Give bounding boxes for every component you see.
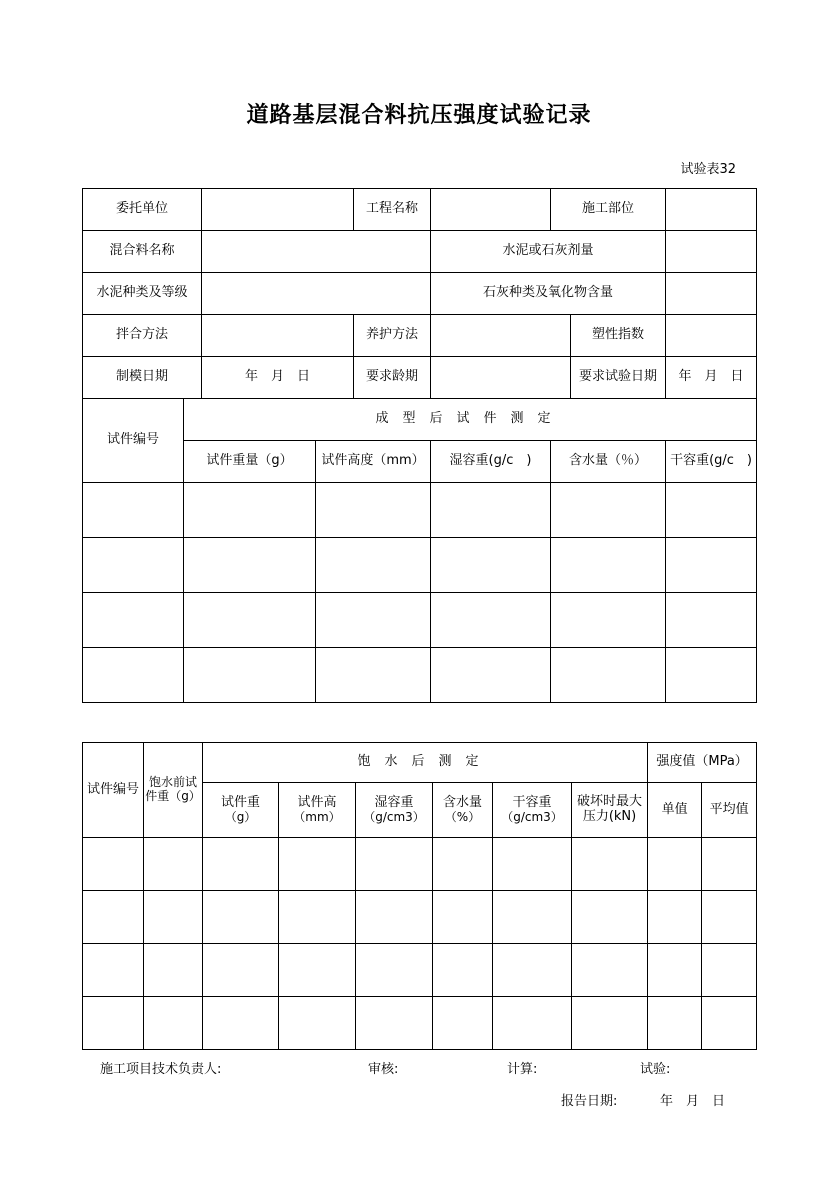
binder-dose-value[interactable] [666,231,757,273]
data-cell[interactable] [83,538,184,593]
data-cell[interactable] [666,648,757,703]
col-average-value: 平均值 [702,783,757,838]
data-cell[interactable] [666,593,757,648]
data-cell[interactable] [431,483,551,538]
report-date-value: 年 月 日 [660,1094,726,1109]
mix-name-value[interactable] [202,231,431,273]
lime-type-label: 石灰种类及氧化物含量 [431,273,666,315]
data-cell[interactable] [83,838,144,891]
site-value[interactable] [666,189,757,231]
col-specimen-height [279,783,356,838]
mix-method-label: 拌合方法 [83,315,202,357]
data-cell[interactable] [572,838,648,891]
lime-type-value[interactable] [666,273,757,315]
data-cell[interactable] [83,593,184,648]
data-cell[interactable] [203,944,279,997]
col-name: 含水量 [442,794,482,810]
data-cell[interactable] [702,944,757,997]
table-row [83,891,757,944]
data-cell[interactable] [356,838,433,891]
data-cell[interactable] [203,838,279,891]
client-value[interactable] [202,189,354,231]
test-date-label: 要求试验日期 [571,357,666,399]
data-cell[interactable] [433,838,493,891]
data-cell[interactable] [702,891,757,944]
review-label: 审核: [368,1062,399,1077]
mix-name-label: 混合料名称 [83,231,202,273]
data-cell[interactable] [648,997,702,1050]
mold-date-value[interactable]: 年 月 日 [202,357,354,399]
plasticity-value[interactable] [666,315,757,357]
data-cell[interactable] [433,944,493,997]
data-cell[interactable] [648,838,702,891]
data-cell[interactable] [356,944,433,997]
col-dry-density: 干容重(g/c ) [666,441,757,483]
specimen-forming-table [82,188,757,703]
data-cell[interactable] [493,838,572,891]
data-cell[interactable] [666,538,757,593]
data-cell[interactable] [572,997,648,1050]
saturated-test-table [82,742,757,1050]
col-moisture [433,783,493,838]
test-date-value[interactable]: 年 月 日 [666,357,757,399]
data-cell[interactable] [83,483,184,538]
cement-type-label: 水泥种类及等级 [83,273,202,315]
data-cell[interactable] [433,997,493,1050]
data-cell[interactable] [551,593,666,648]
col-unit: （%） [444,809,481,824]
data-cell[interactable] [144,944,203,997]
col-weight: 试件重量（g） [184,441,316,483]
strength-header: 强度值（MPa） [648,743,757,783]
report-date-label: 报告日期: [561,1094,618,1109]
col-height: 试件高度（mm） [316,441,431,483]
col-wet-density [356,783,433,838]
plasticity-label: 塑性指数 [571,315,666,357]
col-name: 试件重 [220,794,260,810]
data-cell[interactable] [493,891,572,944]
cure-method-label: 养护方法 [354,315,431,357]
data-cell[interactable] [702,838,757,891]
data-cell[interactable] [83,648,184,703]
data-cell[interactable] [144,838,203,891]
col-unit: （g） [224,809,257,824]
data-cell[interactable] [316,483,431,538]
data-cell[interactable] [648,944,702,997]
mold-date-label: 制模日期 [83,357,202,399]
col-unit: 压力(kN) [582,809,637,824]
data-cell[interactable] [431,648,551,703]
data-cell[interactable] [356,891,433,944]
forming-section-header: 成型后试件测定 [184,399,757,441]
table-row [83,648,757,703]
table-row [83,538,757,593]
data-cell[interactable] [279,997,356,1050]
table-row [83,483,757,538]
specimen-no-header: 试件编号 [83,399,184,483]
col-specimen-weight [203,783,279,838]
data-cell[interactable] [551,648,666,703]
table-row [83,838,757,891]
data-cell[interactable] [184,593,316,648]
col-unit: （g/cm3） [363,809,425,824]
binder-dose-label: 水泥或石灰剂量 [431,231,666,273]
table-row [83,997,757,1050]
project-value[interactable] [431,189,551,231]
tech-lead-label: 施工项目技术负责人: [100,1062,222,1077]
data-cell[interactable] [203,891,279,944]
data-cell[interactable] [279,891,356,944]
data-cell[interactable] [184,648,316,703]
data-cell[interactable] [279,838,356,891]
col-max-load [572,783,648,838]
saturated-section-header: 饱水后测定 [203,743,648,783]
col-name: 试件高 [297,794,337,810]
data-cell[interactable] [144,997,203,1050]
mix-method-value[interactable] [202,315,354,357]
col-moisture: 含水量（％） [551,441,666,483]
data-cell[interactable] [83,997,144,1050]
page-title: 道路基层混合料抗压强度试验记录 [246,103,592,128]
data-cell[interactable] [356,997,433,1050]
data-cell[interactable] [431,538,551,593]
age-label: 要求龄期 [354,357,431,399]
data-cell[interactable] [551,538,666,593]
data-cell[interactable] [184,538,316,593]
col-unit: （mm） [293,809,341,824]
site-label: 施工部位 [551,189,666,231]
col-name: 湿容重 [374,794,414,810]
data-cell[interactable] [433,891,493,944]
data-cell[interactable] [83,944,144,997]
data-cell[interactable] [316,648,431,703]
test-label: 试验: [640,1062,671,1077]
form-number: 试验表32 [680,162,736,177]
data-cell[interactable] [702,997,757,1050]
data-cell[interactable] [551,483,666,538]
pre-saturation-weight-header: 饱水前试件重（g） [144,743,203,838]
specimen-no-header: 试件编号 [83,743,144,838]
age-value[interactable] [431,357,571,399]
data-cell[interactable] [648,891,702,944]
data-cell[interactable] [203,997,279,1050]
cure-method-value[interactable] [431,315,571,357]
data-cell[interactable] [431,593,551,648]
data-cell[interactable] [493,944,572,997]
cement-type-value[interactable] [202,273,431,315]
client-label: 委托单位 [83,189,202,231]
data-cell[interactable] [279,944,356,997]
table-row [83,593,757,648]
data-cell[interactable] [493,997,572,1050]
table-row [83,944,757,997]
data-cell[interactable] [666,483,757,538]
data-cell[interactable] [316,593,431,648]
data-cell[interactable] [144,891,203,944]
calc-label: 计算: [507,1062,538,1077]
data-cell[interactable] [83,891,144,944]
col-single-value: 单值 [648,783,702,838]
data-cell[interactable] [184,483,316,538]
col-name: 破坏时最大 [577,794,643,810]
col-dry-density [493,783,572,838]
col-unit: （g/cm3） [501,809,563,824]
data-cell[interactable] [572,891,648,944]
data-cell[interactable] [572,944,648,997]
project-label: 工程名称 [354,189,431,231]
data-cell[interactable] [316,538,431,593]
col-name: 干容重 [512,794,552,810]
col-wet-density: 湿容重(g/c ) [431,441,551,483]
